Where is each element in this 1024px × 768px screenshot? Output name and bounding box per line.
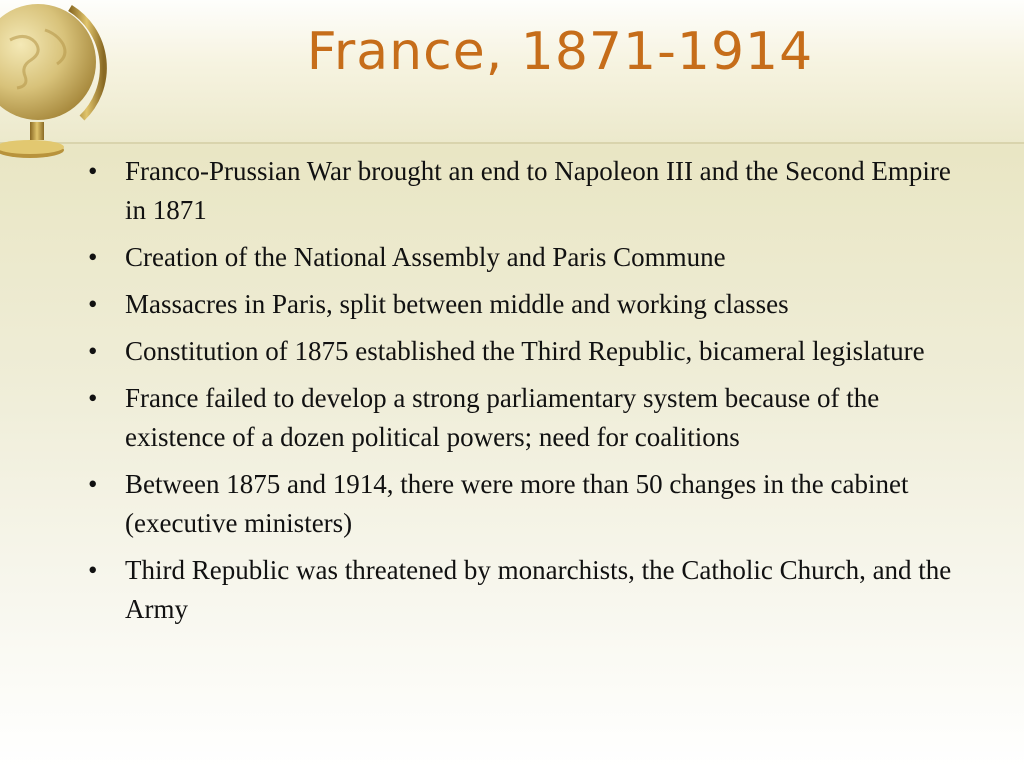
- list-item: [88, 379, 978, 457]
- bullet-text: Between 1875 and 1914, there were more than 50 changes in the cabinet (executive ministers): [125, 469, 909, 538]
- list-item: [88, 285, 978, 324]
- header-divider: [0, 142, 1024, 144]
- list-item: [88, 238, 978, 277]
- bullet-marker: •: [88, 242, 98, 272]
- bullet-text: Third Republic was threatened by monarchists, the Catholic Church, and the Army: [125, 555, 952, 624]
- bullet-text: Creation of the National Assembly and Paris Commune: [125, 242, 726, 272]
- bullet-marker: •: [88, 289, 98, 319]
- bullet-marker: •: [88, 336, 98, 366]
- list-item: [88, 332, 978, 371]
- list-item: [88, 152, 978, 230]
- bullet-text: France failed to develop a strong parliamentary system because of the existence of a dozen political powers; need for coalitions: [125, 383, 880, 452]
- list-item: [88, 551, 978, 629]
- page-title: France, 1871-1914: [306, 22, 814, 82]
- bullet-marker: •: [88, 156, 98, 186]
- globe-icon: [0, 0, 110, 170]
- bullet-list: [88, 152, 978, 637]
- bullet-marker: •: [88, 555, 98, 585]
- bullet-text: Franco-Prussian War brought an end to Napoleon III and the Second Empire in 1871: [125, 156, 951, 225]
- bullet-marker: •: [88, 383, 98, 413]
- bullet-marker: •: [88, 469, 98, 499]
- bullet-text: Constitution of 1875 established the Third Republic, bicameral legislature: [125, 336, 925, 366]
- list-item: [88, 465, 978, 543]
- bullet-text: Massacres in Paris, split between middle and working classes: [125, 289, 789, 319]
